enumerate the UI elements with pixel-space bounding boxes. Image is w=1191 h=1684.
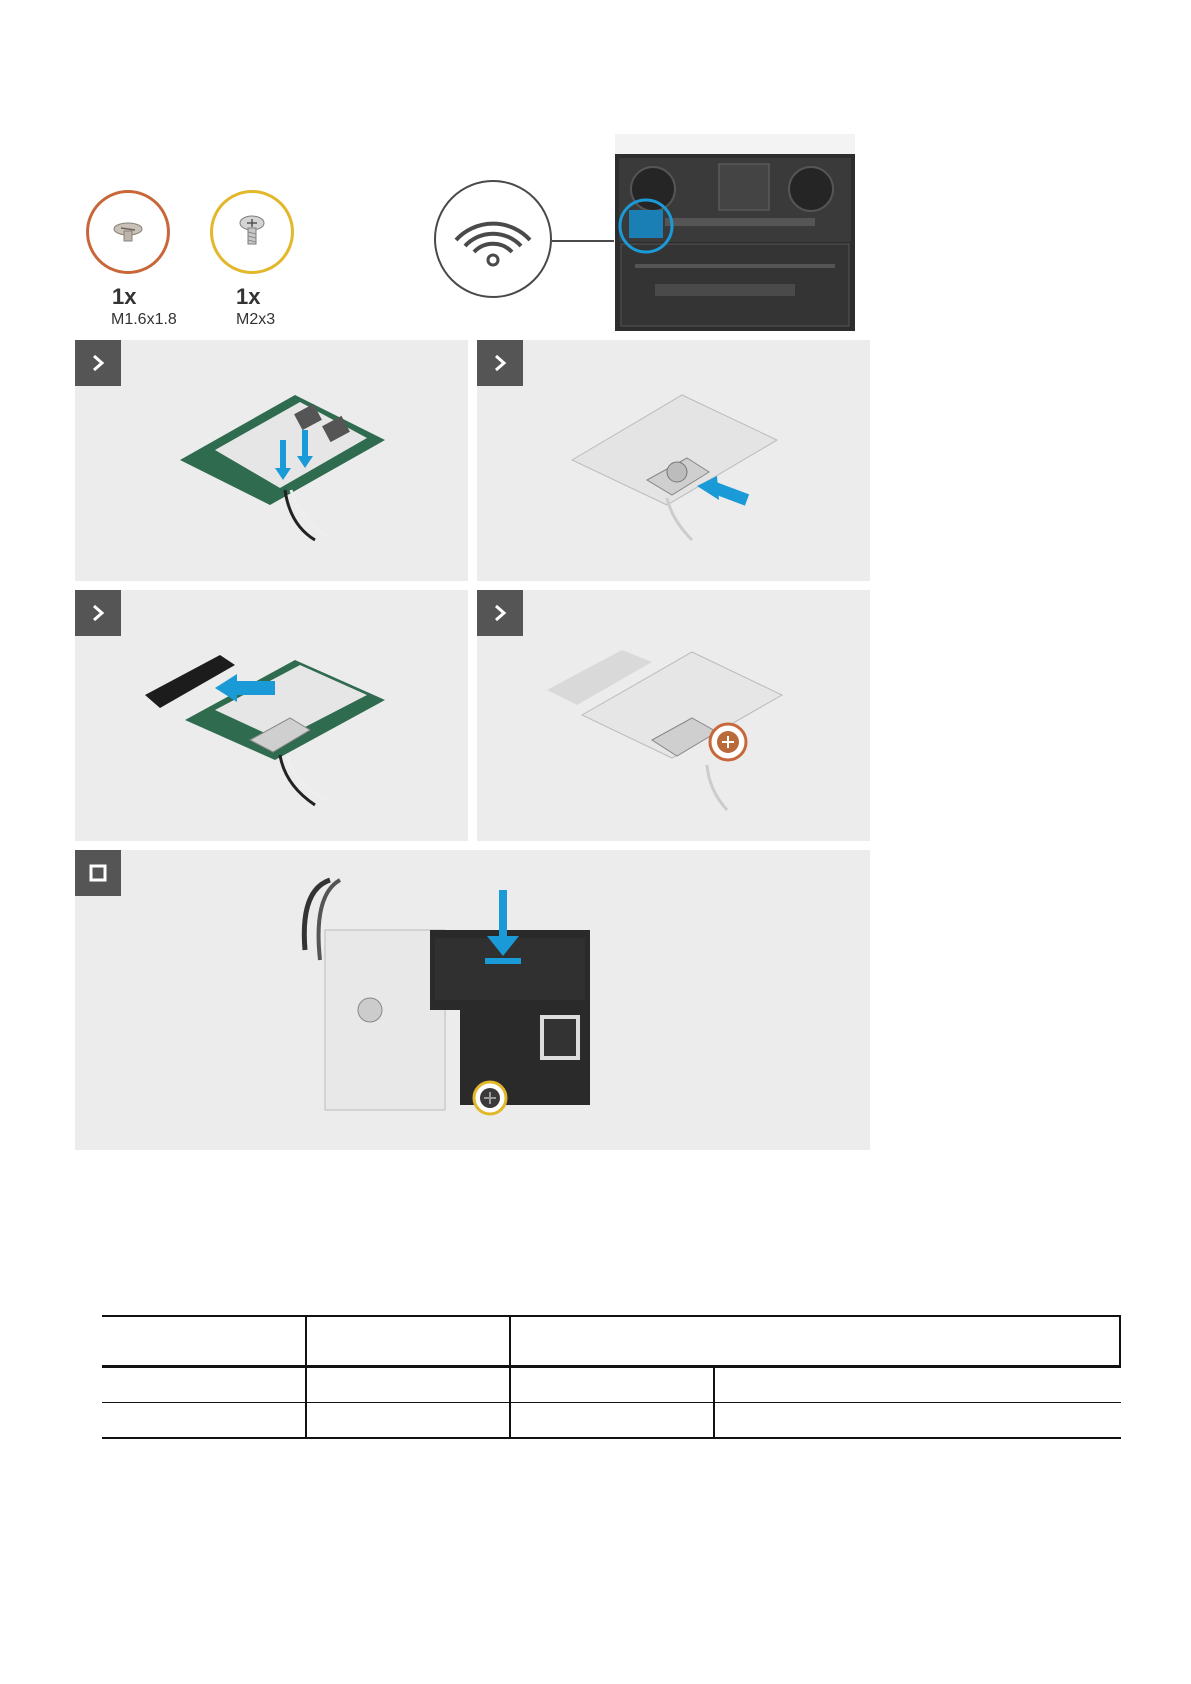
- screw-m1.6x1.8-ring: [86, 190, 170, 274]
- table-right-border: [1119, 1315, 1121, 1367]
- wifi-callout-circle: [434, 180, 552, 298]
- wireless-card-illustration-1: [75, 340, 468, 581]
- wifi-icon: [436, 182, 550, 296]
- flat-head-screw-icon: [108, 217, 148, 247]
- thermal-shield-illustration: [75, 850, 870, 1150]
- step-panel-4: [477, 590, 870, 841]
- pan-head-screw-icon: [235, 213, 269, 251]
- screw-size-1: M1.6x1.8: [111, 311, 177, 328]
- laptop-base-overview: [615, 134, 855, 331]
- step-panel-3: [75, 590, 468, 841]
- callout-connector-line: [552, 240, 614, 242]
- wireless-card-illustration-4: [477, 590, 870, 841]
- wireless-card-illustration-3: [75, 590, 468, 841]
- step-panel-5: [75, 850, 870, 1150]
- step-panel-1: [75, 340, 468, 581]
- table-col-divider-3: [713, 1367, 715, 1439]
- screw-table: [102, 1315, 1121, 1445]
- wireless-card-illustration-2: [477, 340, 870, 581]
- table-header-rule: [102, 1365, 1121, 1368]
- step-panel-2: [477, 340, 870, 581]
- screw-count-2: 1x: [236, 284, 261, 309]
- table-top-rule: [102, 1315, 1121, 1317]
- table-col-divider-2: [509, 1315, 511, 1439]
- table-row-rule: [102, 1402, 1121, 1403]
- screw-size-2: M2x3: [236, 311, 276, 328]
- screw-m2x3-ring: [210, 190, 294, 274]
- table-col-divider-1: [305, 1315, 307, 1439]
- table-bottom-rule: [102, 1437, 1121, 1439]
- screw-count-1: 1x: [112, 284, 137, 309]
